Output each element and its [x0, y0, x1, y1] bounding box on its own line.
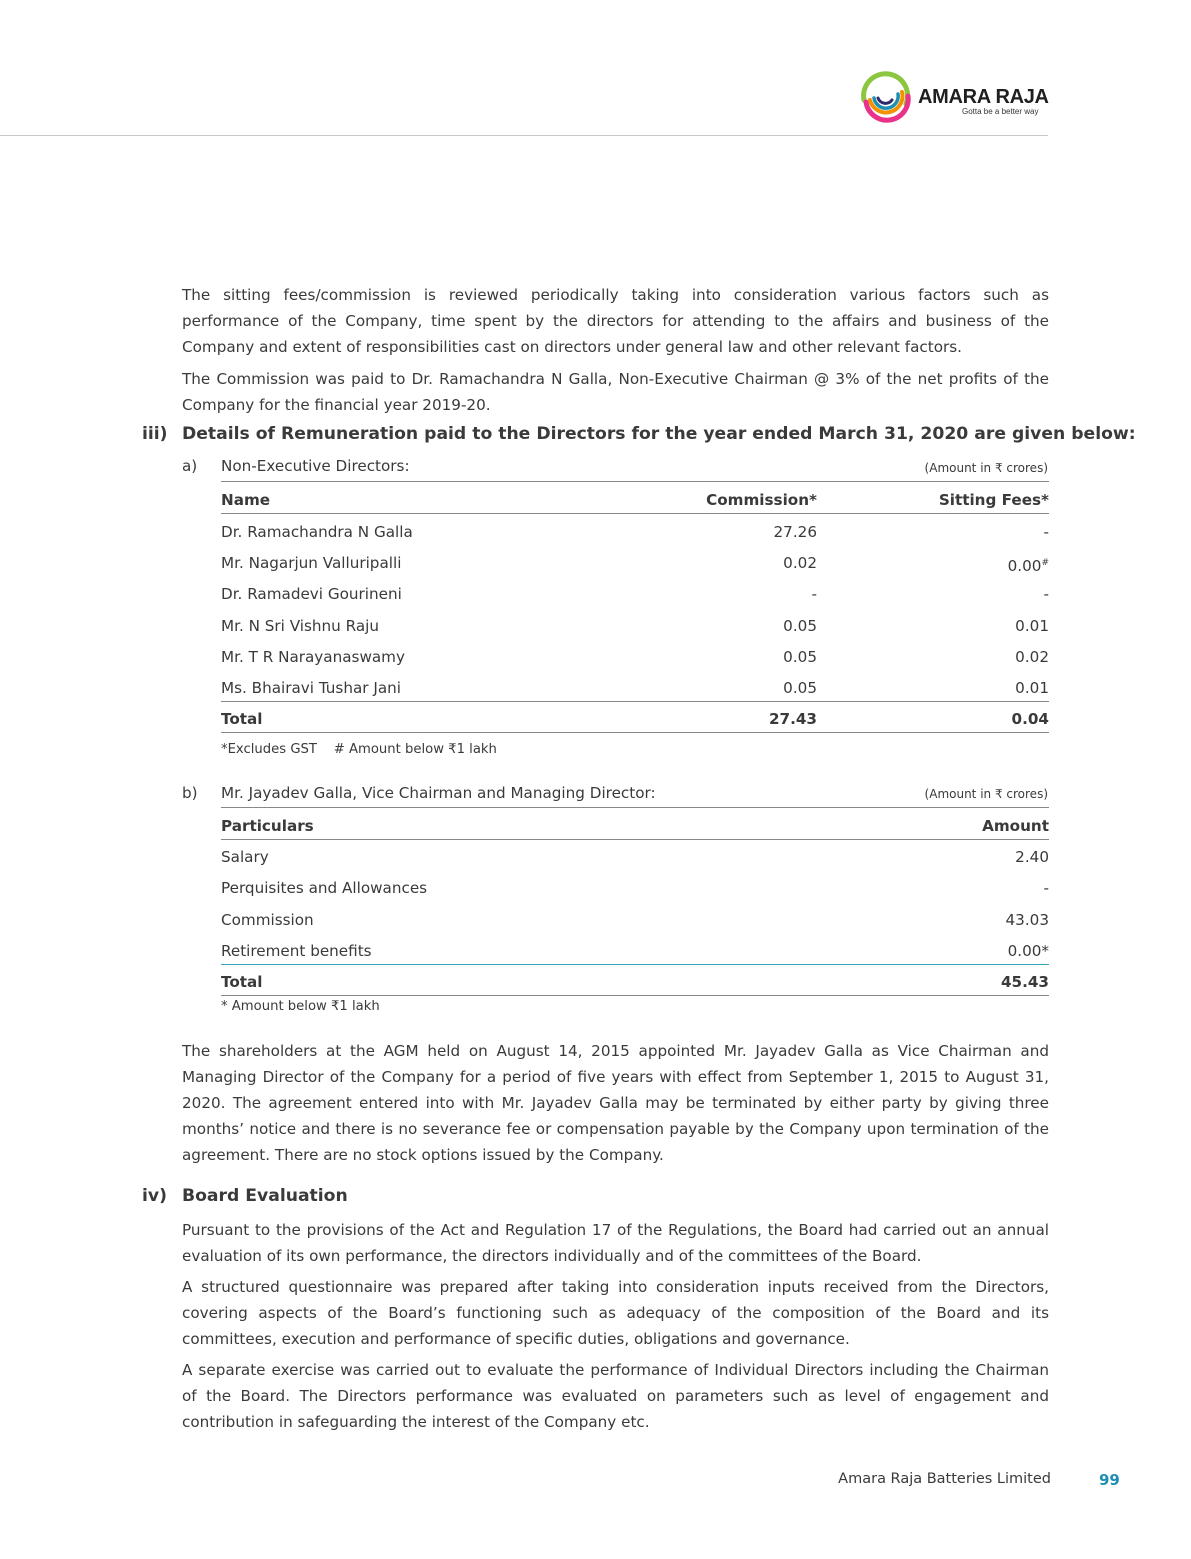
column-header-amount: Amount	[982, 817, 1049, 835]
sitting-fees-value	[1008, 553, 1049, 576]
board-evaluation-paragraph-2: A structured questionnaire was prepared after taking into consideration inputs received from the Directors, covering aspects of the Board’s functioning such as adequacy of the composition of the Board and its committees, execution and performance of specific duties, obligations and governance.	[182, 1278, 1049, 1348]
section-iii-marker: iii)	[142, 424, 168, 444]
column-header-particulars: Particulars	[221, 817, 314, 835]
section-iv-marker: iv)	[142, 1186, 167, 1206]
board-evaluation-paragraph-3: A separate exercise was carried out to evaluate the performance of Individual Directors including the Chairman of the Board. The Directors performance was evaluated on parameters such as level of engagement and contribution in safeguarding the interest of the Company etc.	[182, 1361, 1049, 1431]
commission-value: 0.02	[783, 554, 817, 572]
commission-value: 27.26	[773, 523, 817, 541]
director-name: Ms. Bhairavi Tushar Jani	[221, 679, 401, 697]
column-header-name: Name	[221, 491, 271, 509]
brand-name: AMARA RAJA	[918, 86, 1049, 108]
total-amount: 45.43	[1000, 973, 1049, 991]
table-rule	[221, 513, 1049, 514]
company-logo	[858, 70, 1053, 124]
total-label: Total	[221, 710, 263, 728]
column-header-sitting-fees: Sitting Fees*	[938, 491, 1049, 509]
footer-company-name: Amara Raja Batteries Limited	[838, 1471, 1051, 1487]
particular-name: Commission	[221, 911, 314, 929]
commission-value: 0.05	[783, 648, 817, 666]
director-name: Mr. N Sri Vishnu Raju	[221, 617, 379, 635]
amount-value: -	[1043, 879, 1049, 897]
agm-paragraph: The shareholders at the AGM held on August 14, 2015 appointed Mr. Jayadev Galla as Vice Chairman and Managing Director of the Company for a period of five years with effect from September 1, 2015 to August 31, 2020. The agreement entered into with Mr. Jayadev Galla may be terminated by either party by giving three months’ notice and there is no severance fee or compensation payable by the Company upon termination of the agreement. There are no stock options issued by the Company.	[182, 1042, 1049, 1164]
sitting-fees-value: -	[1043, 523, 1049, 541]
intro-paragraph-2: The Commission was paid to Dr. Ramachandra N Galla, Non-Executive Chairman @ 3% of the net profits of the Company for the financial year 2019-20.	[182, 370, 1049, 414]
table-rule	[221, 995, 1049, 996]
table-b-unit: (Amount in ₹ crores)	[924, 787, 1048, 801]
page-number: 99	[1099, 1471, 1120, 1489]
table-rule	[221, 481, 1049, 482]
table-b-marker: b)	[182, 784, 198, 802]
particular-name: Perquisites and Allowances	[221, 879, 428, 897]
table-a-footnote: *Excludes GST # Amount below ₹1 lakh	[221, 742, 497, 757]
section-iii-title: Details of Remuneration paid to the Directors for the year ended March 31, 2020 are given below:	[182, 424, 1136, 444]
sitting-fees-value: -	[1043, 585, 1049, 603]
table-b-title: Mr. Jayadev Galla, Vice Chairman and Managing Director:	[221, 784, 656, 802]
board-evaluation-paragraph-1: Pursuant to the provisions of the Act and Regulation 17 of the Regulations, the Board had carried out an annual evaluation of its own performance, the directors individually and of the committees of the Board.	[182, 1221, 1049, 1265]
table-a-marker: a)	[182, 457, 198, 475]
sitting-fees-amount: 0.00	[1007, 557, 1042, 576]
particular-name: Retirement benefits	[221, 942, 372, 960]
brand-tagline: Gotta be a better way	[962, 107, 1039, 116]
table-b-footnote: * Amount below ₹1 lakh	[221, 999, 380, 1014]
header-divider	[0, 135, 1048, 136]
particular-name: Salary	[221, 848, 269, 866]
total-label: Total	[221, 973, 263, 991]
table-a-title: Non-Executive Directors:	[221, 457, 410, 475]
column-header-commission: Commission*	[706, 491, 817, 509]
intro-paragraph-1: The sitting fees/commission is reviewed periodically taking into consideration various factors such as performance of the Company, time spent by the directors for attending to the affairs and business of the Company and extent of responsibilities cast on directors under general law and other relevant factors.	[182, 286, 1049, 356]
total-sitting-fees: 0.04	[1011, 710, 1049, 728]
logo-swirl-icon	[858, 70, 914, 124]
table-rule	[221, 701, 1049, 702]
total-commission: 27.43	[768, 710, 817, 728]
amount-value: 43.03	[1005, 911, 1049, 929]
director-name: Mr. Nagarjun Valluripalli	[221, 554, 402, 572]
director-name: Dr. Ramadevi Gourineni	[221, 585, 402, 603]
sitting-fees-value: 0.01	[1015, 679, 1049, 697]
table-a-unit: (Amount in ₹ crores)	[924, 461, 1048, 475]
table-rule	[221, 732, 1049, 733]
section-iv-title: Board Evaluation	[182, 1186, 348, 1206]
table-rule	[221, 839, 1049, 840]
table-rule	[221, 964, 1049, 965]
commission-value: 0.05	[783, 679, 817, 697]
sitting-fees-value: 0.01	[1015, 617, 1049, 635]
sitting-fees-value: 0.02	[1015, 648, 1049, 666]
amount-value: 2.40	[1015, 848, 1049, 866]
commission-value: 0.05	[783, 617, 817, 635]
director-name: Mr. T R Narayanaswamy	[221, 648, 405, 666]
table-rule	[221, 807, 1049, 808]
footnote-mark: #	[1041, 558, 1049, 568]
director-name: Dr. Ramachandra N Galla	[221, 523, 413, 541]
amount-value: 0.00*	[1007, 942, 1049, 960]
commission-value: -	[811, 585, 817, 603]
